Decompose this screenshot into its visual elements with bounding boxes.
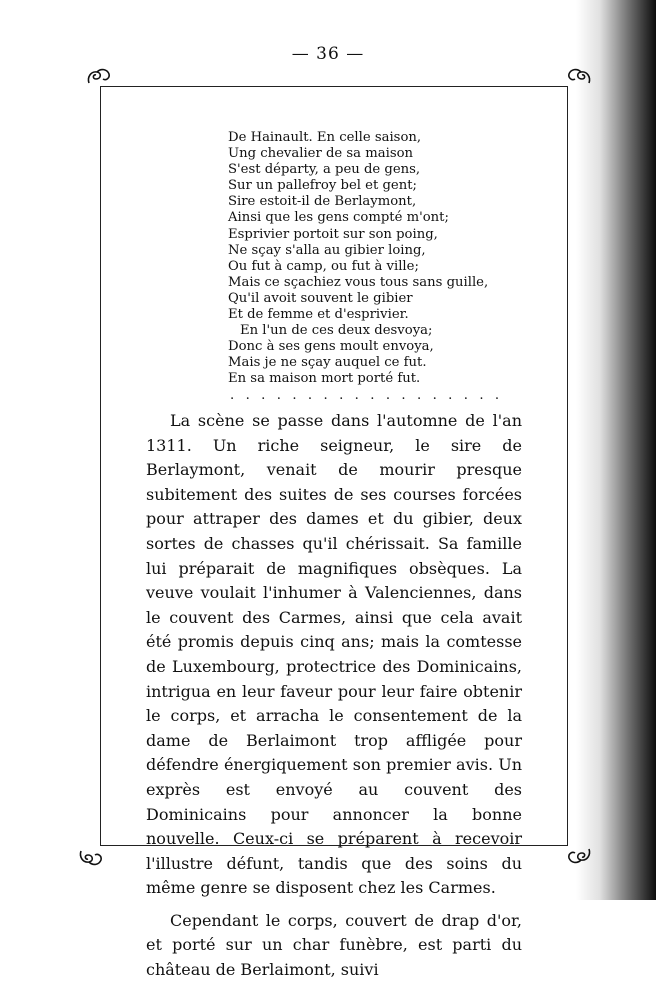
poem-line: Et de femme et d'esprivier. xyxy=(228,307,409,323)
corner-ornament-bottom-left-icon xyxy=(78,848,104,868)
corner-ornament-top-left-icon xyxy=(86,66,112,86)
poem-line: Mais ce sçachiez vous tous sans guille, xyxy=(228,274,489,290)
poem-line: Ou fut à camp, ou fut à ville; xyxy=(228,258,419,274)
poem-line: S'est départy, a peu de gens, xyxy=(228,162,421,178)
poem-line: Ne sçay s'alla au gibier loing, xyxy=(228,242,426,258)
poem-line: De Hainault. En celle saison, xyxy=(228,130,422,145)
poem-line: Mais je ne sçay auquel ce fut. xyxy=(228,355,427,371)
paragraph: Cependant le corps, couvert de drap d'or, et porté sur un char funèbre, est parti du château de Berlaimont, suivi xyxy=(146,910,522,980)
prose-body xyxy=(146,409,522,983)
poem-line: Qu'il avoit souvent le gibier xyxy=(228,290,413,306)
poem-line: Sire estoit-il de Berlaymont, xyxy=(228,194,417,210)
poem-line: Ainsi que les gens compté m'ont; xyxy=(228,210,449,226)
poem-line: En l'un de ces deux desvoya; xyxy=(240,323,433,339)
poem-line: Ung chevalier de sa maison xyxy=(228,146,414,162)
page-number: — 36 — xyxy=(291,44,365,64)
paragraph: La scène se passe dans l'automne de l'an 1311. Un riche seigneur, le sire de Berlaymont, venait de mourir presque subitement des suites de ses courses forcées pour attraper des dames et du gibier, deux sortes de chasses qu'il chérissait. Sa famille lui préparait de magnifiques obsèques. La veuve voulait l'inhumer à Valenciennes, dans le couvent des Carmes, ainsi que cela avait été promis depuis cinq ans; mais la comtesse de Luxembourg, protectrice des Dominicains, intrigua en leur faveur pour leur faire obtenir le corps, et arracha le consentement de la dame de Berlaimont trop affligée pour défendre énergiquement son premier avis. Un exprès est envoyé au couvent des Dominicains pour annoncer la bonne nouvelle. Ceux-ci se préparent à recevoir l'illustre défunt, tandis que des soins du même genre se disposent chez les Carmes. xyxy=(146,411,522,898)
poem-block xyxy=(228,130,503,404)
poem-line: Esprivier portoit sur son poing, xyxy=(228,226,438,242)
corner-ornament-bottom-right-icon xyxy=(566,846,592,866)
poem-line: Donc à ses gens moult envoya, xyxy=(228,339,434,355)
poem-line: Sur un pallefroy bel et gent; xyxy=(228,178,417,194)
corner-ornament-top-right-icon xyxy=(566,66,592,86)
poem-ellipsis: . . . . . . . . . . . . . . . . . . xyxy=(230,387,503,403)
poem-line: En sa maison mort porté fut. xyxy=(228,371,421,387)
binding-shadow xyxy=(576,0,656,900)
